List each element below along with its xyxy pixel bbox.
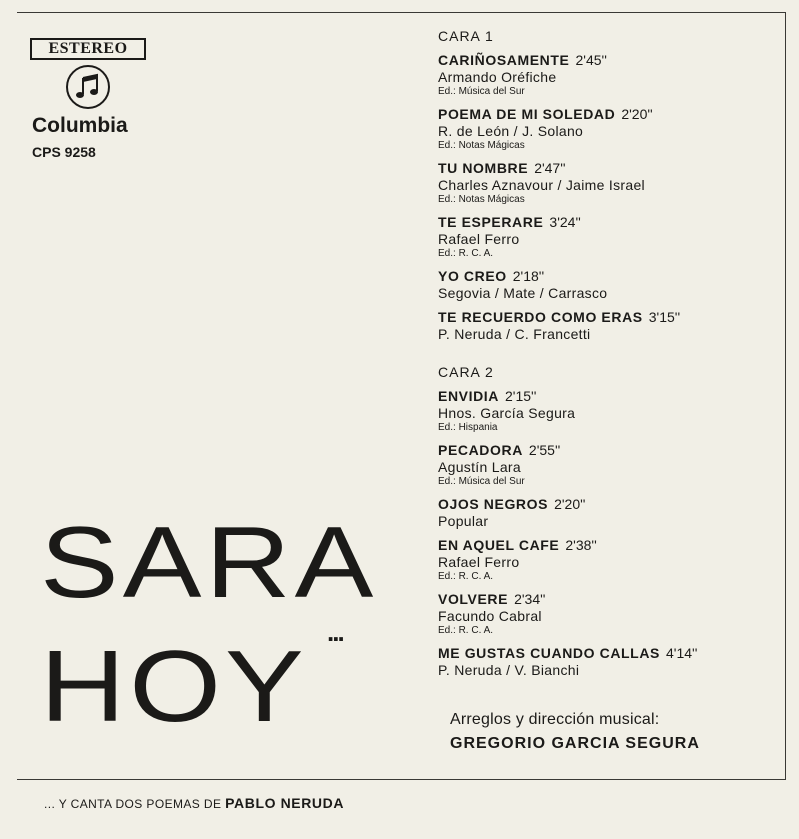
- track-publisher: Ed.: Notas Mágicas: [438, 194, 525, 205]
- track-heading: [438, 268, 778, 285]
- track-authors: Armando Oréfiche: [438, 69, 557, 85]
- track-authors: R. de León / J. Solano: [438, 123, 584, 139]
- footer-prefix: ... Y CANTA DOS POEMAS DE: [44, 797, 222, 811]
- stereo-badge: ESTEREO: [30, 38, 146, 60]
- track-title: VOLVERE: [438, 591, 509, 607]
- album-title-line1: SARA: [40, 505, 378, 620]
- album-title-dots: ...: [327, 617, 343, 647]
- track-authors: Segovia / Mate / Carrasco: [438, 285, 608, 301]
- track-item: [438, 496, 778, 529]
- track-duration: 2'20'': [554, 496, 586, 512]
- track-title: ME GUSTAS CUANDO CALLAS: [438, 645, 660, 661]
- track-duration: 2'55'': [528, 442, 561, 458]
- track-title: POEMA DE MI SOLEDAD: [438, 106, 616, 122]
- track-heading: [438, 591, 778, 608]
- arranger-name: GREGORIO GARCIA SEGURA: [450, 735, 700, 752]
- track-item: [438, 160, 778, 206]
- side-label: CARA 2: [438, 364, 494, 380]
- track-duration: 3'15'': [648, 309, 681, 325]
- track-heading: [438, 52, 778, 69]
- track-authors: P. Neruda / V. Bianchi: [438, 662, 580, 678]
- track-heading: [438, 388, 778, 405]
- track-authors: Charles Aznavour / Jaime Israel: [438, 177, 645, 193]
- track-heading: [438, 106, 778, 123]
- track-title: TE RECUERDO COMO ERAS: [438, 309, 643, 325]
- track-item: [438, 591, 778, 637]
- track-authors: Hnos. García Segura: [438, 405, 576, 421]
- track-publisher: Ed.: R. C. A.: [438, 248, 494, 259]
- track-publisher: Ed.: R. C. A.: [438, 625, 494, 636]
- track-item: [438, 537, 778, 583]
- track-title: YO CREO: [438, 268, 507, 284]
- track-duration: 2'20'': [621, 106, 653, 122]
- track-duration: 2'15'': [505, 388, 537, 404]
- track-title: TU NOMBRE: [438, 160, 529, 176]
- track-duration: 2'34'': [514, 591, 546, 607]
- footer-poet: PABLO NERUDA: [225, 795, 345, 811]
- track-title: PECADORA: [438, 442, 523, 458]
- track-item: [438, 214, 778, 260]
- track-heading: [438, 442, 778, 459]
- music-note-icon: [66, 65, 110, 109]
- track-authors: Popular: [438, 513, 489, 529]
- track-title: TE ESPERARE: [438, 214, 544, 230]
- track-item: [438, 268, 778, 301]
- track-heading: [438, 160, 778, 177]
- credits-label: Arreglos y dirección musical:: [450, 711, 660, 728]
- footer-tagline: [44, 795, 344, 811]
- track-publisher: Ed.: R. C. A.: [438, 571, 494, 582]
- track-duration: 3'24'': [549, 214, 581, 230]
- track-duration: 2'47'': [534, 160, 566, 176]
- track-authors: P. Neruda / C. Francetti: [438, 326, 591, 342]
- track-title: ENVIDIA: [438, 388, 499, 404]
- track-duration: 2'38'': [565, 537, 597, 553]
- track-authors: Rafael Ferro: [438, 231, 520, 247]
- track-heading: [438, 309, 778, 326]
- track-authors: Agustín Lara: [438, 459, 521, 475]
- track-item: [438, 52, 778, 98]
- album-title-line2: HOY: [40, 629, 308, 744]
- track-authors: Rafael Ferro: [438, 554, 520, 570]
- brand-name: Columbia: [32, 114, 128, 137]
- track-item: [438, 309, 778, 342]
- track-publisher: Ed.: Hispania: [438, 422, 498, 433]
- track-item: [438, 106, 778, 152]
- credits: [450, 711, 700, 753]
- track-duration: 2'45'': [575, 52, 607, 68]
- track-heading: [438, 496, 778, 513]
- track-heading: [438, 214, 778, 231]
- side-label: CARA 1: [438, 28, 494, 44]
- track-title: CARIÑOSAMENTE: [438, 52, 570, 68]
- tracklist: [438, 28, 778, 686]
- track-publisher: Ed.: Música del Sur: [438, 86, 525, 97]
- catalog-number: CPS 9258: [32, 144, 96, 160]
- track-title: OJOS NEGROS: [438, 496, 549, 512]
- track-duration: 2'18'': [512, 268, 545, 284]
- track-publisher: Ed.: Notas Mágicas: [438, 140, 525, 151]
- track-publisher: Ed.: Música del Sur: [438, 476, 525, 487]
- track-duration: 4'14'': [665, 645, 698, 661]
- track-item: [438, 388, 778, 434]
- track-item: [438, 645, 778, 678]
- track-item: [438, 442, 778, 488]
- track-heading: [438, 537, 778, 554]
- track-authors: Facundo Cabral: [438, 608, 542, 624]
- track-heading: [438, 645, 778, 662]
- track-title: EN AQUEL CAFE: [438, 537, 560, 553]
